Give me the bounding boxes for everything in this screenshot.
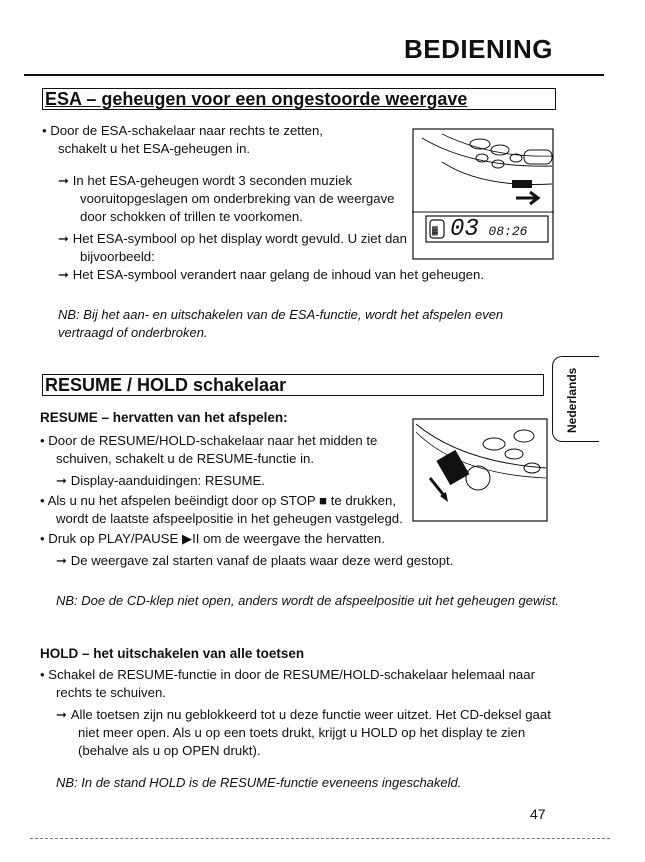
- esa-heading-box: [42, 88, 556, 110]
- resume-bullet-1: • Door de RESUME/HOLD-schakelaar naar het midden te schuiven, schakelt u de RESUME-functie in.: [40, 433, 378, 466]
- arrow-icon: ➞: [58, 173, 73, 188]
- arrow-icon: ➞: [58, 231, 73, 246]
- resume-heading: RESUME / HOLD schakelaar: [45, 375, 287, 395]
- arrow-icon: ➞: [56, 707, 71, 722]
- display-track: 03: [450, 216, 479, 243]
- esa-note: NB: Bij het aan- en uitschakelen van de ESA-functie, wordt het afspelen even vertraagd of onderbroken.: [58, 307, 504, 340]
- resume-subheading: RESUME – hervatten van het afspelen:: [40, 410, 288, 425]
- esa-symbol-icon: ▓: [432, 226, 438, 235]
- arrow-icon: ➞: [56, 553, 71, 568]
- hold-arrow-1-text: Alle toetsen zijn nu geblokkeerd tot u deze functie weer uitzet. Het CD-deksel gaat niet meer open. Als u op een toets drukt, krijgt u HOLD op het display te zien (behalve als u op OPEN drukt).: [70, 707, 551, 758]
- language-side-tab: [552, 356, 599, 442]
- page-title: BEDIENING: [404, 34, 553, 64]
- resume-bullet-1-text: Door de RESUME/HOLD-schakelaar naar het midden te schuiven, schakelt u de RESUME-functie in.: [48, 433, 378, 466]
- resume-bullet-2-text-a: Als u nu het afspelen beëindigt door op STOP: [47, 493, 316, 508]
- resume-bullet-3-text-a: Druk op PLAY/PAUSE: [48, 531, 179, 546]
- esa-arrow-3-text: Het ESA-symbool verandert naar gelang de inhoud van het geheugen.: [72, 267, 485, 282]
- hold-bullet-1-text: Schakel de RESUME-functie in door de RESUME/HOLD-schakelaar helemaal naar rechts te schuiven.: [48, 667, 535, 700]
- resume-arrow-1-text: Display-aanduidingen: RESUME.: [70, 473, 265, 488]
- stop-icon: ■: [319, 493, 328, 508]
- esa-arrow-3: [58, 266, 540, 284]
- resume-bullet-3-text-b: om de weergave the hervatten.: [203, 531, 385, 546]
- esa-bullet-1: • Door de ESA-schakelaar naar rechts te zetten, schakelt u het ESA-geheugen in.: [42, 123, 323, 156]
- esa-arrow-1: [58, 172, 420, 226]
- resume-bullet-2-text-b: te drukken, wordt de laatste afspeelpositie in het geheugen vastgelegd.: [56, 493, 403, 526]
- display-time: 08:26: [488, 224, 528, 239]
- resume-switch-illustration: [412, 418, 548, 522]
- footer-rule: [30, 838, 610, 839]
- resume-bullet-3: • Druk op PLAY/PAUSE ▶II om de weergave the hervatten.: [40, 531, 385, 546]
- esa-heading-text: – geheugen voor een ongestoorde weergave: [81, 89, 468, 109]
- hold-note: NB: In de stand HOLD is de RESUME-functie eveneens ingeschakeld.: [56, 775, 462, 790]
- esa-heading-abbr: ESA: [45, 89, 82, 109]
- hold-subheading: HOLD – het uitschakelen van alle toetsen: [40, 646, 305, 661]
- arrow-icon: ➞: [58, 267, 73, 282]
- resume-heading-box: [42, 374, 544, 396]
- esa-heading: [43, 89, 555, 109]
- side-tab-label: Nederlands: [565, 367, 579, 433]
- arrow-icon: ➞: [56, 473, 71, 488]
- resume-bullet-2: • Als u nu het afspelen beëindigt door op STOP ■ te drukken, wordt de laatste afspeelpositie in het geheugen vastgelegd.: [40, 493, 403, 526]
- header-rule: [24, 74, 604, 76]
- hold-bullet-1: • Schakel de RESUME-functie in door de RESUME/HOLD-schakelaar helemaal naar rechts te schuiven.: [40, 667, 535, 700]
- resume-note: NB: Doe de CD-klep niet open, anders wordt de afspeelpositie uit het geheugen gewist.: [56, 593, 559, 608]
- esa-display-readout: [450, 216, 527, 243]
- resume-arrow-1: [56, 472, 378, 490]
- page-number: 47: [530, 806, 546, 822]
- resume-arrow-2-text: De weergave zal starten vanaf de plaats waar deze werd gestopt.: [70, 553, 454, 568]
- esa-arrow-2-text: Het ESA-symbool op het display wordt gevuld. U ziet dan bijvoorbeeld:: [72, 231, 407, 264]
- esa-arrow-1-text: In het ESA-geheugen wordt 3 seconden muziek vooruitopgeslagen om onderbreking van de weergave door schokken of trillen te voorkomen.: [72, 173, 395, 224]
- play-pause-icon: ▶II: [181, 531, 200, 546]
- hold-arrow-1: [56, 706, 554, 760]
- esa-bullet-1-text: Door de ESA-schakelaar naar rechts te zetten, schakelt u het ESA-geheugen in.: [50, 123, 323, 156]
- resume-arrow-2: [56, 552, 498, 570]
- esa-arrow-2: [58, 230, 430, 266]
